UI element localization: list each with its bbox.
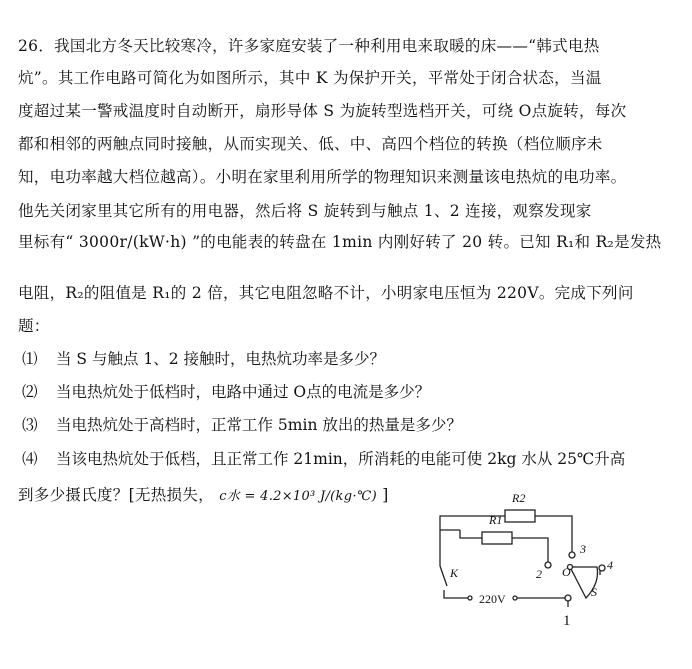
label-contact-4: 4 xyxy=(607,558,613,572)
label-contact-3: 3 xyxy=(580,542,586,556)
label-r1: R1 xyxy=(489,513,503,527)
contact-3-dot xyxy=(569,552,575,558)
problem-line: 26．我国北方冬天比较寒冷，许多家庭安装了一种利用电来取暖的床——“韩式电热 xyxy=(18,37,600,55)
label-voltage: 220V xyxy=(479,592,506,606)
label-o: O xyxy=(562,565,571,579)
resistor-r1 xyxy=(482,532,512,544)
label-contact-2: 2 xyxy=(536,567,542,581)
contact-1-dot xyxy=(565,595,571,601)
terminal-right-dot xyxy=(513,596,517,600)
problem-line: 度超过某一警戒温度时自动断开，扇形导体 S 为旋转型选档开关，可绕 O点旋转，每次 xyxy=(18,102,627,120)
question-text: 当 S 与触点 1、2 接触时，电热炕功率是多少？ xyxy=(56,350,386,368)
label-k: K xyxy=(450,566,459,580)
label-contact-1: 1 xyxy=(563,613,571,629)
contact-2-dot xyxy=(545,562,551,568)
question-number: ⑴ xyxy=(22,350,38,368)
problem-line: 炕”。其工作电路可简化为如图所示，其中 K 为保护开关，平常处于闭合状态，当温 xyxy=(18,69,602,87)
question-number: ⑷ xyxy=(22,450,38,468)
question-text: 当电热炕处于高档时，正常工作 5min 放出的热量是多少？ xyxy=(56,416,462,434)
label-r2: R2 xyxy=(512,491,526,505)
terminal-left-dot xyxy=(468,596,472,600)
switch-k-blade xyxy=(440,566,447,586)
question-tail-text: 到多少摄氏度？[无热损失， xyxy=(18,486,214,504)
question-number: ⑵ xyxy=(22,383,38,401)
problem-line: 都和相邻的两触点同时接触，从而实现关、低、中、高四个档位的转换（档位顺序未 xyxy=(18,135,603,153)
wire-r1-right xyxy=(512,538,548,562)
contact-4-dot xyxy=(599,565,605,571)
question-text: 当电热炕处于低档时，电路中通过 O点的电流是多少？ xyxy=(56,383,431,401)
wire-r2-right xyxy=(535,516,572,552)
problem-line: 里标有“ 3000r/(kW·h) ”的电能表的转盘在 1min 内刚好转了 20 转。已知 R₁和 R₂是发热 xyxy=(18,233,662,251)
question-number: ⑶ xyxy=(22,416,38,434)
wire-r1-left xyxy=(460,530,482,538)
label-s: S xyxy=(591,585,597,599)
question-text: 当该电热炕处于低档，且正常工作 21min，所消耗的电能可使 2kg 水从 25℃升高 xyxy=(56,450,626,468)
wire-k-bottom xyxy=(444,590,468,598)
problem-line: 知，电功率越大档位越高）。小明在家里利用所学的物理知识来测量该电热炕的电功率。 xyxy=(18,168,627,186)
problem-line: 题： xyxy=(18,317,50,335)
resistor-r2 xyxy=(505,510,535,522)
specific-heat-formula: c水 = 4.2×10³ J/(kg·℃) xyxy=(219,489,377,504)
problem-line: 他先关闭家里其它所有的用电器，然后将 S 旋转到与触点 1、2 连接，观察发现家 xyxy=(18,202,592,220)
closing-bracket: ] xyxy=(382,486,389,504)
problem-line: 电阻，R₂的阻值是 R₁的 2 倍，其它电阻忽略不计，小明家电压恒为 220V。完成下列问 xyxy=(18,284,634,302)
